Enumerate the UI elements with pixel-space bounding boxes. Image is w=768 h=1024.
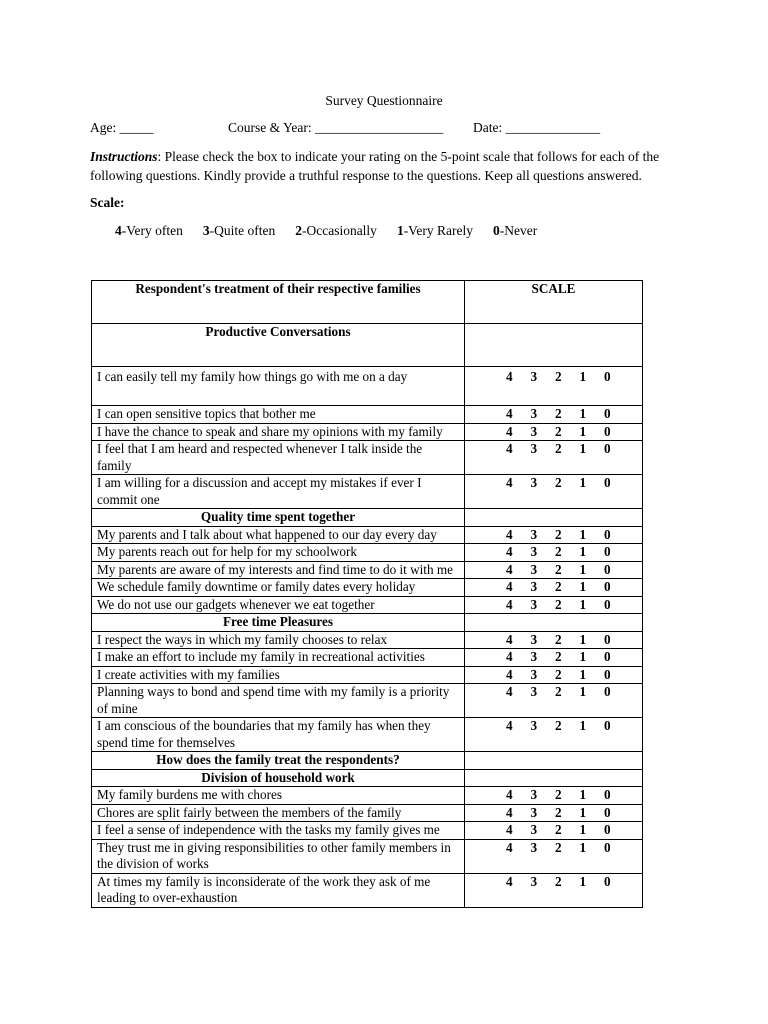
- table-row: [92, 423, 643, 441]
- rating-scale[interactable]: 4 3 2 1 0: [465, 631, 643, 649]
- age-field[interactable]: Age: _____: [90, 120, 154, 135]
- rating-scale[interactable]: 4 3 2 1 0: [465, 367, 643, 406]
- table-row: [92, 561, 643, 579]
- question-text: I make an effort to include my family in recreational activities: [92, 649, 465, 667]
- table-row: [92, 684, 643, 718]
- rating-scale[interactable]: 4 3 2 1 0: [465, 804, 643, 822]
- rating-scale[interactable]: 4 3 2 1 0: [465, 684, 643, 718]
- table-row: [92, 649, 643, 667]
- section-family-treatment: How does the family treat the respondents?: [92, 752, 465, 770]
- table-header-row: [92, 281, 643, 324]
- table-row: [92, 367, 643, 406]
- section-row: [92, 324, 643, 367]
- table-row: [92, 839, 643, 873]
- rating-scale[interactable]: 4 3 2 1 0: [465, 441, 643, 475]
- rating-scale[interactable]: 4 3 2 1 0: [465, 596, 643, 614]
- question-text: I feel a sense of independence with the tasks my family gives me: [92, 822, 465, 840]
- scale-item: 4-Very often: [115, 223, 183, 238]
- rating-scale[interactable]: 4 3 2 1 0: [465, 873, 643, 907]
- scale-heading: Scale:: [90, 195, 125, 210]
- question-text: I respect the ways in which my family chooses to relax: [92, 631, 465, 649]
- table-row: [92, 804, 643, 822]
- scale-item: 0-Never: [493, 223, 538, 238]
- rating-scale[interactable]: 4 3 2 1 0: [465, 561, 643, 579]
- table-row: [92, 475, 643, 509]
- section-row: [92, 509, 643, 527]
- section-row: [92, 614, 643, 632]
- question-text: We do not use our gadgets whenever we eat together: [92, 596, 465, 614]
- question-text: I create activities with my families: [92, 666, 465, 684]
- column-header-scale: SCALE: [465, 281, 643, 324]
- scale-item: 1-Very Rarely: [396, 223, 474, 238]
- table-row: [92, 406, 643, 424]
- table-row: [92, 666, 643, 684]
- question-text: We schedule family downtime or family dates every holiday: [92, 579, 465, 597]
- question-text: I have the chance to speak and share my opinions with my family: [92, 423, 465, 441]
- table-row: [92, 526, 643, 544]
- scale-item: 3-Quite often: [202, 223, 276, 238]
- table-row: [92, 873, 643, 907]
- column-header-statement: Respondent's treatment of their respective families: [92, 281, 465, 324]
- table-row: [92, 544, 643, 562]
- question-text: Planning ways to bond and spend time with my family is a priority of mine: [92, 684, 465, 718]
- question-text: At times my family is inconsiderate of the work they ask of me leading to over-exhaustion: [92, 873, 465, 907]
- rating-scale[interactable]: 4 3 2 1 0: [465, 718, 643, 752]
- table-row: [92, 787, 643, 805]
- question-text: My family burdens me with chores: [92, 787, 465, 805]
- section-quality-time: Quality time spent together: [92, 509, 465, 527]
- section-household-work: Division of household work: [92, 769, 465, 787]
- question-text: My parents reach out for help for my schoolwork: [92, 544, 465, 562]
- course-year-field[interactable]: Course & Year: ___________________: [228, 120, 444, 135]
- table-row: [92, 631, 643, 649]
- rating-scale[interactable]: 4 3 2 1 0: [465, 666, 643, 684]
- rating-scale[interactable]: 4 3 2 1 0: [465, 822, 643, 840]
- table-row: [92, 822, 643, 840]
- question-text: Chores are split fairly between the members of the family: [92, 804, 465, 822]
- section-row: [92, 752, 643, 770]
- section-row: [92, 769, 643, 787]
- scale-legend: [115, 223, 557, 239]
- rating-scale[interactable]: 4 3 2 1 0: [465, 787, 643, 805]
- scale-item: 2-Occasionally: [295, 223, 377, 238]
- table-row: [92, 579, 643, 597]
- question-text: I am conscious of the boundaries that my family has when they spend time for themselves: [92, 718, 465, 752]
- question-text: I can easily tell my family how things go with me on a day: [92, 367, 465, 406]
- rating-scale[interactable]: 4 3 2 1 0: [465, 406, 643, 424]
- date-field[interactable]: Date: ______________: [473, 120, 601, 135]
- question-text: My parents are aware of my interests and find time to do it with me: [92, 561, 465, 579]
- rating-scale[interactable]: 4 3 2 1 0: [465, 649, 643, 667]
- section-free-time: Free time Pleasures: [92, 614, 465, 632]
- section-productive-conversations: Productive Conversations: [92, 324, 465, 367]
- question-text: I feel that I am heard and respected whenever I talk inside the family: [92, 441, 465, 475]
- instructions-label: Instructions: [90, 149, 158, 164]
- rating-scale[interactable]: 4 3 2 1 0: [465, 579, 643, 597]
- question-text: I am willing for a discussion and accept my mistakes if ever I commit one: [92, 475, 465, 509]
- table-row: [92, 596, 643, 614]
- rating-scale[interactable]: 4 3 2 1 0: [465, 423, 643, 441]
- table-row: [92, 441, 643, 475]
- instructions: [90, 148, 690, 185]
- rating-scale[interactable]: 4 3 2 1 0: [465, 526, 643, 544]
- rating-scale[interactable]: 4 3 2 1 0: [465, 839, 643, 873]
- rating-scale[interactable]: 4 3 2 1 0: [465, 544, 643, 562]
- question-text: My parents and I talk about what happened to our day every day: [92, 526, 465, 544]
- survey-table: [91, 280, 643, 908]
- page-title: Survey Questionnaire: [325, 93, 443, 108]
- table-row: [92, 718, 643, 752]
- question-text: I can open sensitive topics that bother me: [92, 406, 465, 424]
- instructions-text: : Please check the box to indicate your rating on the 5-point scale that follows for each of the following questions. Kindly provide a truthful response to the questions. Keep all questions answered.: [90, 149, 660, 183]
- rating-scale[interactable]: 4 3 2 1 0: [465, 475, 643, 509]
- question-text: They trust me in giving responsibilities to other family members in the division of works: [92, 839, 465, 873]
